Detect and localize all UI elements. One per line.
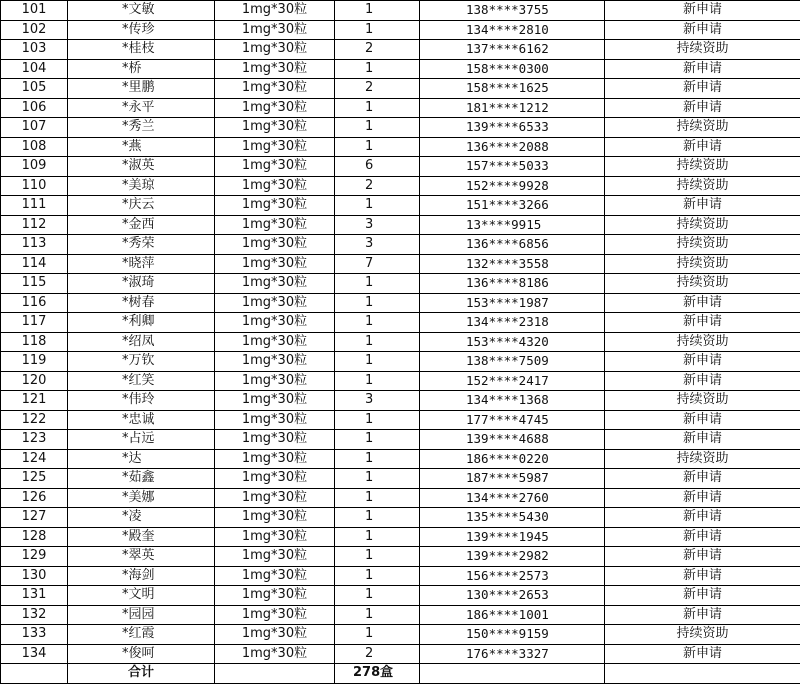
quantity: 1 [335,352,420,372]
quantity: 1 [335,313,420,333]
row-number: 108 [1,137,68,157]
quantity: 1 [335,430,420,450]
aid-type: 新申请 [605,430,800,450]
drug-spec: 1mg*30粒 [215,644,335,664]
drug-spec: 1mg*30粒 [215,605,335,625]
quantity: 1 [335,469,420,489]
drug-spec: 1mg*30粒 [215,1,335,21]
phone-number: 177****4745 [420,410,605,430]
total-empty-cell [1,664,68,684]
row-number: 128 [1,527,68,547]
recipient-name: *庆云 [68,196,215,216]
recipient-name: *树春 [68,293,215,313]
row-number: 118 [1,332,68,352]
phone-number: 186****0220 [420,449,605,469]
table-row [1,118,800,138]
recipient-name: *传珍 [68,20,215,40]
drug-spec: 1mg*30粒 [215,215,335,235]
recipient-name: *凌 [68,508,215,528]
row-number: 112 [1,215,68,235]
row-number: 107 [1,118,68,138]
phone-number: 158****1625 [420,79,605,99]
phone-number: 151****3266 [420,196,605,216]
phone-number: 136****2088 [420,137,605,157]
aid-type: 持续资助 [605,449,800,469]
phone-number: 153****1987 [420,293,605,313]
phone-number: 176****3327 [420,644,605,664]
quantity: 1 [335,605,420,625]
total-value: 278盒 [335,664,420,684]
drug-spec: 1mg*30粒 [215,176,335,196]
quantity: 2 [335,644,420,664]
drug-spec: 1mg*30粒 [215,352,335,372]
row-number: 124 [1,449,68,469]
aid-type: 新申请 [605,137,800,157]
table-row [1,293,800,313]
total-label: 合计 [68,664,215,684]
table-row [1,605,800,625]
aid-type: 新申请 [605,196,800,216]
row-number: 127 [1,508,68,528]
quantity: 1 [335,527,420,547]
phone-number: 134****2318 [420,313,605,333]
phone-number: 138****7509 [420,352,605,372]
table-row [1,352,800,372]
aid-type: 新申请 [605,1,800,21]
recipient-name: *红霞 [68,625,215,645]
aid-type: 新申请 [605,469,800,489]
recipient-name: *美娜 [68,488,215,508]
table-row [1,410,800,430]
quantity: 1 [335,1,420,21]
aid-type: 新申请 [605,410,800,430]
phone-number: 136****8186 [420,274,605,294]
row-number: 129 [1,547,68,567]
drug-spec: 1mg*30粒 [215,391,335,411]
recipient-name: *海剑 [68,566,215,586]
drug-spec: 1mg*30粒 [215,527,335,547]
quantity: 1 [335,547,420,567]
recipient-name: *万钦 [68,352,215,372]
phone-number: 158****0300 [420,59,605,79]
recipient-name: *红笑 [68,371,215,391]
phone-number: 134****2810 [420,20,605,40]
quantity: 3 [335,235,420,255]
drug-spec: 1mg*30粒 [215,274,335,294]
aid-type: 持续资助 [605,118,800,138]
total-empty-cell [215,664,335,684]
quantity: 6 [335,157,420,177]
row-number: 103 [1,40,68,60]
table-row [1,313,800,333]
recipient-name: *秀荣 [68,235,215,255]
quantity: 2 [335,176,420,196]
recipient-name: *伟玲 [68,391,215,411]
quantity: 3 [335,215,420,235]
row-number: 102 [1,20,68,40]
drug-spec: 1mg*30粒 [215,157,335,177]
row-number: 125 [1,469,68,489]
total-empty-cell [605,664,800,684]
quantity: 1 [335,566,420,586]
table-row [1,137,800,157]
drug-spec: 1mg*30粒 [215,98,335,118]
recipient-name: *占远 [68,430,215,450]
drug-spec: 1mg*30粒 [215,566,335,586]
table-row [1,79,800,99]
aid-type: 新申请 [605,20,800,40]
aid-type: 持续资助 [605,176,800,196]
phone-number: 186****1001 [420,605,605,625]
row-number: 106 [1,98,68,118]
table-row [1,527,800,547]
quantity: 7 [335,254,420,274]
table-row [1,469,800,489]
drug-spec: 1mg*30粒 [215,410,335,430]
quantity: 1 [335,586,420,606]
quantity: 1 [335,137,420,157]
recipient-name: *园园 [68,605,215,625]
recipient-name: *金西 [68,215,215,235]
aid-type: 持续资助 [605,40,800,60]
row-number: 105 [1,79,68,99]
quantity: 1 [335,20,420,40]
drug-spec: 1mg*30粒 [215,547,335,567]
drug-spec: 1mg*30粒 [215,430,335,450]
table-row [1,20,800,40]
aid-type: 新申请 [605,605,800,625]
quantity: 1 [335,196,420,216]
row-number: 114 [1,254,68,274]
drug-spec: 1mg*30粒 [215,332,335,352]
drug-spec: 1mg*30粒 [215,137,335,157]
table-row [1,196,800,216]
phone-number: 136****6856 [420,235,605,255]
quantity: 2 [335,79,420,99]
aid-type: 持续资助 [605,391,800,411]
recipient-name: *美琼 [68,176,215,196]
drug-spec: 1mg*30粒 [215,254,335,274]
phone-number: 157****5033 [420,157,605,177]
drug-spec: 1mg*30粒 [215,625,335,645]
quantity: 2 [335,40,420,60]
table-row [1,215,800,235]
drug-spec: 1mg*30粒 [215,79,335,99]
phone-number: 139****6533 [420,118,605,138]
recipient-name: *里鹏 [68,79,215,99]
table-row [1,625,800,645]
quantity: 1 [335,332,420,352]
recipient-name: *晓萍 [68,254,215,274]
phone-number: 153****4320 [420,332,605,352]
phone-number: 156****2573 [420,566,605,586]
drug-spec: 1mg*30粒 [215,196,335,216]
table-row [1,59,800,79]
phone-number: 139****4688 [420,430,605,450]
recipient-name: *殿奎 [68,527,215,547]
table-row [1,644,800,664]
drug-spec: 1mg*30粒 [215,508,335,528]
aid-type: 新申请 [605,59,800,79]
recipient-name: *桥 [68,59,215,79]
row-number: 132 [1,605,68,625]
row-number: 115 [1,274,68,294]
quantity: 3 [335,391,420,411]
quantity: 1 [335,59,420,79]
table-row [1,508,800,528]
phone-number: 135****5430 [420,508,605,528]
drug-spec: 1mg*30粒 [215,40,335,60]
table-row [1,547,800,567]
phone-number: 152****2417 [420,371,605,391]
table-row [1,332,800,352]
drug-spec: 1mg*30粒 [215,469,335,489]
drug-spec: 1mg*30粒 [215,313,335,333]
row-number: 120 [1,371,68,391]
aid-type: 持续资助 [605,332,800,352]
row-number: 117 [1,313,68,333]
aid-type: 持续资助 [605,274,800,294]
table-row [1,586,800,606]
phone-number: 181****1212 [420,98,605,118]
table-row [1,430,800,450]
row-number: 111 [1,196,68,216]
drug-spec: 1mg*30粒 [215,449,335,469]
drug-spec: 1mg*30粒 [215,118,335,138]
row-number: 116 [1,293,68,313]
recipient-name: *绍凤 [68,332,215,352]
aid-type: 新申请 [605,488,800,508]
drug-spec: 1mg*30粒 [215,371,335,391]
recipient-name: *淑琦 [68,274,215,294]
aid-type: 新申请 [605,566,800,586]
row-number: 123 [1,430,68,450]
drug-spec: 1mg*30粒 [215,293,335,313]
aid-type: 新申请 [605,79,800,99]
row-number: 126 [1,488,68,508]
aid-type: 新申请 [605,527,800,547]
quantity: 1 [335,293,420,313]
row-number: 110 [1,176,68,196]
table-row [1,157,800,177]
phone-number: 150****9159 [420,625,605,645]
aid-type: 持续资助 [605,215,800,235]
table-row [1,449,800,469]
aid-type: 新申请 [605,293,800,313]
phone-number: 137****6162 [420,40,605,60]
drug-spec: 1mg*30粒 [215,586,335,606]
recipient-name: *文明 [68,586,215,606]
quantity: 1 [335,508,420,528]
table-body [1,1,800,664]
row-number: 104 [1,59,68,79]
table-row [1,391,800,411]
aid-type: 新申请 [605,313,800,333]
total-empty-cell [420,664,605,684]
quantity: 1 [335,488,420,508]
aid-type: 新申请 [605,371,800,391]
phone-number: 138****3755 [420,1,605,21]
phone-number: 139****1945 [420,527,605,547]
recipient-name: *永平 [68,98,215,118]
row-number: 122 [1,410,68,430]
phone-number: 152****9928 [420,176,605,196]
aid-type: 新申请 [605,644,800,664]
drug-spec: 1mg*30粒 [215,235,335,255]
drug-spec: 1mg*30粒 [215,20,335,40]
row-number: 113 [1,235,68,255]
row-number: 101 [1,1,68,21]
recipient-name: *茹鑫 [68,469,215,489]
row-number: 109 [1,157,68,177]
phone-number: 130****2653 [420,586,605,606]
recipient-name: *达 [68,449,215,469]
table-row [1,566,800,586]
table-row [1,176,800,196]
aid-type: 新申请 [605,547,800,567]
table-row [1,371,800,391]
total-row [1,664,800,684]
row-number: 131 [1,586,68,606]
row-number: 130 [1,566,68,586]
quantity: 1 [335,274,420,294]
row-number: 119 [1,352,68,372]
recipient-name: *文敏 [68,1,215,21]
phone-number: 187****5987 [420,469,605,489]
quantity: 1 [335,449,420,469]
quantity: 1 [335,410,420,430]
table-row [1,40,800,60]
table-row [1,488,800,508]
recipient-name: *燕 [68,137,215,157]
aid-type: 新申请 [605,352,800,372]
row-number: 133 [1,625,68,645]
table-row [1,235,800,255]
recipient-name: *翠英 [68,547,215,567]
recipient-name: *忠诚 [68,410,215,430]
recipient-name: *秀兰 [68,118,215,138]
table-row [1,98,800,118]
recipient-name: *淑英 [68,157,215,177]
aid-type: 持续资助 [605,625,800,645]
aid-type: 新申请 [605,98,800,118]
quantity: 1 [335,118,420,138]
row-number: 134 [1,644,68,664]
aid-type: 新申请 [605,586,800,606]
phone-number: 134****2760 [420,488,605,508]
table-row [1,1,800,21]
drug-spec: 1mg*30粒 [215,488,335,508]
phone-number: 13****9915 [420,215,605,235]
phone-number: 132****3558 [420,254,605,274]
recipient-name: *利卿 [68,313,215,333]
phone-number: 134****1368 [420,391,605,411]
phone-number: 139****2982 [420,547,605,567]
recipient-name: *桂枝 [68,40,215,60]
row-number: 121 [1,391,68,411]
aid-type: 新申请 [605,508,800,528]
table-row [1,274,800,294]
aid-type: 持续资助 [605,254,800,274]
drug-spec: 1mg*30粒 [215,59,335,79]
aid-type: 持续资助 [605,235,800,255]
quantity: 1 [335,371,420,391]
quantity: 1 [335,98,420,118]
aid-type: 持续资助 [605,157,800,177]
recipient-name: *俊呵 [68,644,215,664]
quantity: 1 [335,625,420,645]
table-row [1,254,800,274]
